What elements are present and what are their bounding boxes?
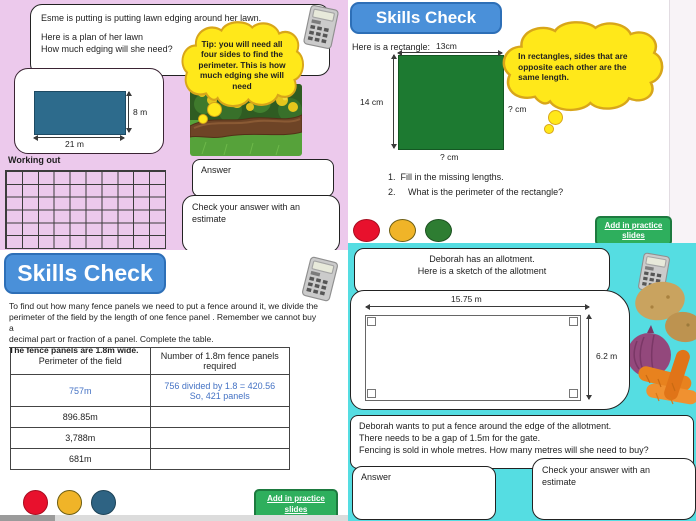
column-header: Number of 1.8m fence panels required xyxy=(150,348,290,375)
button-label: slides xyxy=(622,231,645,240)
status-dot-red xyxy=(353,219,380,242)
estimate-box[interactable] xyxy=(532,458,696,520)
left-length-label: 14 cm xyxy=(360,97,384,107)
answer-label: Answer xyxy=(361,472,392,482)
plan-width-label: 21 m xyxy=(65,139,84,149)
bubble-tail-dot xyxy=(198,114,208,124)
answer-box[interactable] xyxy=(352,466,496,520)
question-text: Fill in the missing lengths. xyxy=(400,172,504,182)
button-label: slides xyxy=(284,504,308,514)
panels-answer-cell xyxy=(150,375,290,407)
sketch-height-label: 6.2 m xyxy=(596,351,618,361)
rectangle-intro: Here is a rectangle: xyxy=(352,42,431,52)
bottom-edge-bar-segment xyxy=(0,515,55,521)
add-practice-slides-button[interactable] xyxy=(595,216,672,243)
question-number: 2. xyxy=(388,187,396,198)
fence-panels-table xyxy=(10,347,290,470)
table-row xyxy=(11,449,290,470)
corner-marker xyxy=(569,389,578,398)
working-out-grid[interactable] xyxy=(5,170,166,249)
bubble-tail-dot xyxy=(548,110,563,125)
title-text: Skills Check xyxy=(17,260,153,286)
sketch-width-arrow xyxy=(366,306,589,307)
title-text: Skills Check xyxy=(375,8,477,27)
skills-check-title xyxy=(4,253,166,294)
question-text: What is the perimeter of the rectangle? xyxy=(408,187,564,198)
sketch-width-label: 15.75 m xyxy=(451,294,482,304)
answer-box[interactable] xyxy=(192,159,334,197)
slide-lawn-edging xyxy=(0,0,348,250)
height-dimension-arrow xyxy=(128,92,129,132)
task-line: Fencing is sold in whole metres. How many metres will she need to buy? xyxy=(359,445,649,456)
corner-marker xyxy=(569,317,578,326)
intro-line: Deborah has an allotment. xyxy=(429,254,535,264)
rectangle-hint-bubble xyxy=(498,20,666,114)
answer-line: 756 divided by 1.8 = 420.56 xyxy=(164,380,276,391)
estimate-label: Check your answer with an estimate xyxy=(192,202,301,225)
intro-line: Here is a sketch of the allotment xyxy=(417,266,547,277)
panels-answer-cell[interactable] xyxy=(150,428,290,449)
table-row xyxy=(11,375,290,407)
status-dot-green xyxy=(425,219,452,242)
task-line: There needs to be a gap of 1.5m for the gate. xyxy=(359,433,541,444)
perimeter-cell: 681m xyxy=(11,449,151,470)
tip-text: Tip: you will need all four sides to find the perimeter. This is how much edging she will need xyxy=(198,39,286,91)
paragraph-line: decimal part or fraction of a panel. Complete the table. xyxy=(9,334,214,345)
paragraph-line: perimeter of the field by the length of one fence panel . Remember we cannot buy a xyxy=(9,312,317,334)
slide-allotment xyxy=(348,243,696,521)
slide-fence-panels xyxy=(0,250,348,521)
allotment-sketch-box xyxy=(350,290,630,410)
table-row xyxy=(11,428,290,449)
table-row xyxy=(11,407,290,428)
panels-answer-cell[interactable] xyxy=(150,407,290,428)
button-label: Add in practice xyxy=(604,220,663,230)
perimeter-cell: 896.85m xyxy=(11,407,151,428)
panels-answer-cell[interactable] xyxy=(150,449,290,470)
answer-line: So, 421 panels xyxy=(189,390,250,401)
sketch-height-arrow xyxy=(588,315,589,399)
working-out-label: Working out xyxy=(8,155,61,165)
top-dimension-arrow xyxy=(398,52,502,53)
slide-edge-margin xyxy=(669,0,696,243)
paragraph-bold-line: The fence panels are 1.8m wide. xyxy=(9,345,139,356)
task-line: Deborah wants to put a fence around the edge of the allotment. xyxy=(359,421,612,431)
plan-height-label: 8 m xyxy=(133,107,148,117)
bottom-length-label[interactable]: ? cm xyxy=(440,152,459,162)
bubble-tail-dot xyxy=(544,124,554,134)
problem-line: How much edging will she need? xyxy=(41,44,173,55)
right-length-label[interactable]: ? cm xyxy=(508,104,527,114)
corner-marker xyxy=(367,317,376,326)
perimeter-cell: 757m xyxy=(11,375,151,407)
allotment-rectangle xyxy=(365,315,581,401)
questions-list xyxy=(388,171,648,198)
column-header: Perimeter of the field xyxy=(11,348,151,375)
skills-check-title xyxy=(350,2,502,34)
calculator-icon xyxy=(300,255,339,303)
status-dot-blue xyxy=(91,490,116,515)
answer-label: Answer xyxy=(201,165,232,175)
lawn-plan-rectangle xyxy=(34,91,126,135)
perimeter-cell: 3,788m xyxy=(11,428,151,449)
vegetables-photo xyxy=(630,275,696,415)
status-dot-yellow xyxy=(389,219,416,242)
tip-bubble xyxy=(178,20,306,110)
allotment-intro-box xyxy=(354,248,610,294)
button-label: Add in practice xyxy=(267,494,325,504)
problem-line: Here is a plan of her lawn xyxy=(41,32,144,43)
hint-text: In rectangles, sides that are opposite each other are the same length. xyxy=(518,51,628,83)
green-rectangle xyxy=(398,55,504,150)
estimate-label: Check your answer with an estimate xyxy=(542,465,651,488)
status-dot-yellow xyxy=(57,490,82,515)
bubble-tail-dot xyxy=(207,102,222,117)
problem-line: Esme is putting is putting lawn edging around her lawn. xyxy=(41,13,262,23)
question-number: 1. xyxy=(388,172,396,182)
paragraph-line: To find out how many fence panels we need to put a fence around it, we divide the xyxy=(9,301,319,311)
left-dimension-arrow xyxy=(393,55,394,148)
corner-marker xyxy=(367,389,376,398)
top-length-label: 13cm xyxy=(436,41,457,51)
width-dimension-arrow xyxy=(34,137,124,138)
lawn-plan-box xyxy=(14,68,164,154)
slide-rectangle-check xyxy=(348,0,696,243)
table-header-row xyxy=(11,348,290,375)
estimate-box[interactable] xyxy=(182,195,340,250)
status-dot-red xyxy=(23,490,48,515)
